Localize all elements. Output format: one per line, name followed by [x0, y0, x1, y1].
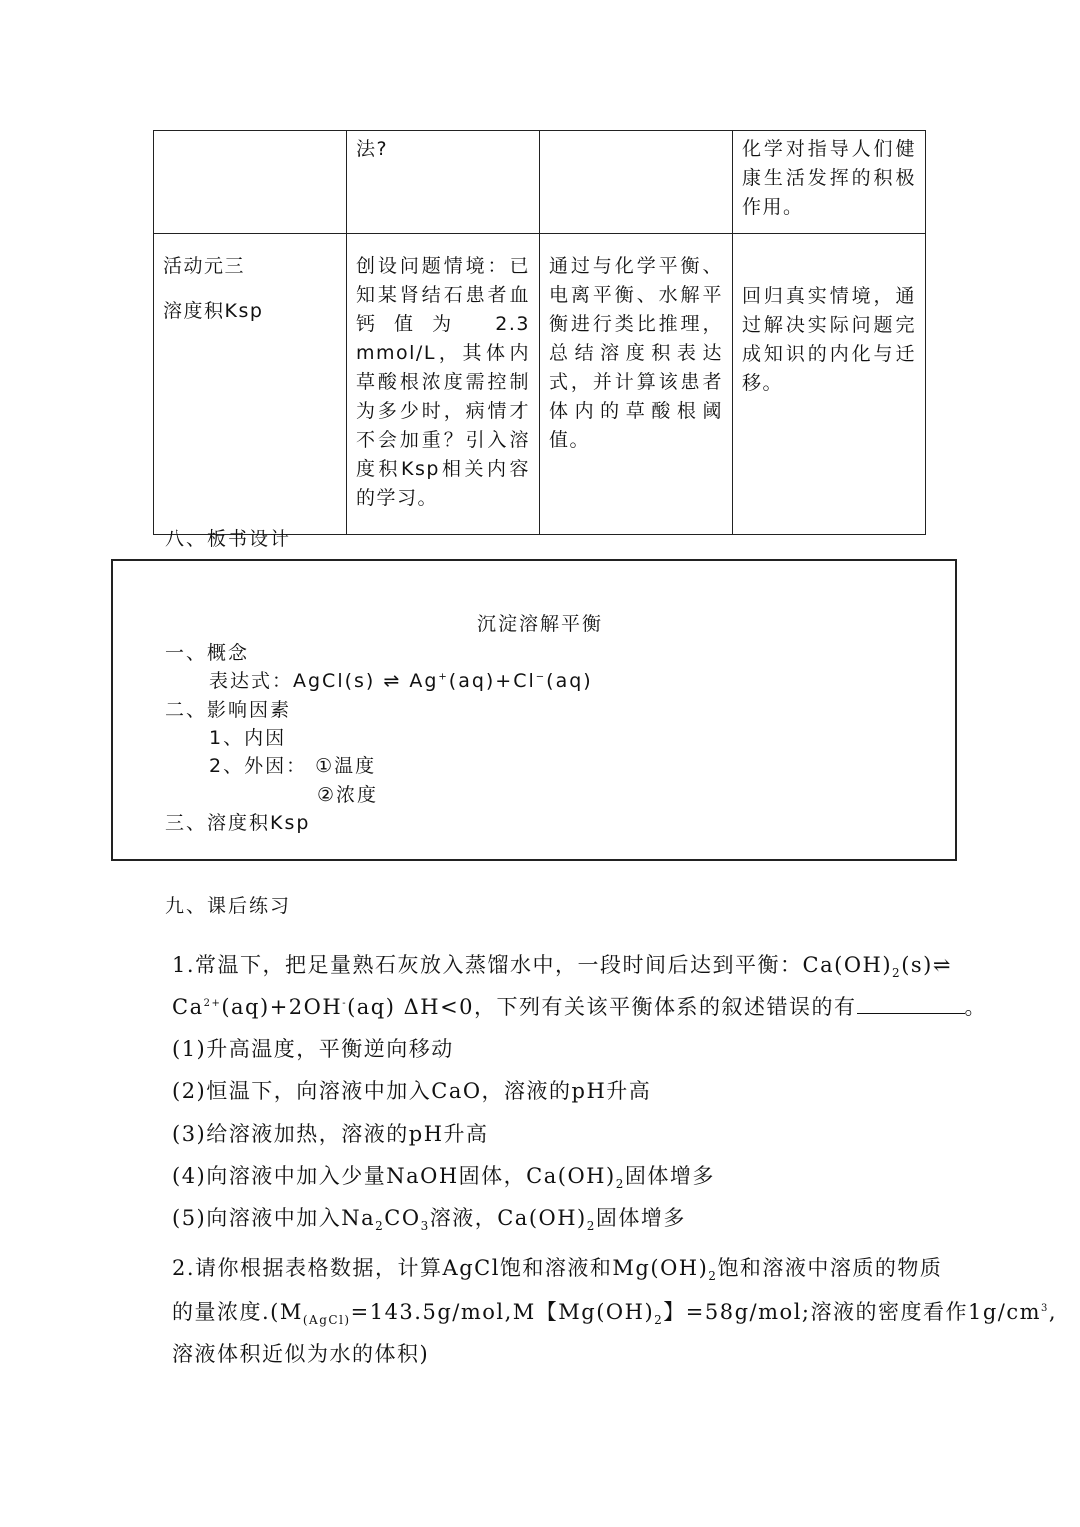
text: 固体增多 — [595, 1206, 686, 1230]
exercise-2-line-3: 溶液体积近似为水的体积) — [172, 1342, 430, 1366]
text: 。 — [964, 995, 988, 1019]
sub: 2 — [375, 1219, 385, 1234]
board-item-external: 2、外因： ①温度 — [209, 755, 377, 777]
activity-label: 活动元三 — [163, 255, 246, 277]
board-title: 沉淀溶解平衡 — [477, 613, 604, 635]
section-heading-board-design: 八、板书设计 — [165, 528, 292, 550]
sub: 2 — [615, 1177, 625, 1192]
exercise-1-option-5 — [172, 1202, 686, 1232]
lesson-plan-table — [153, 130, 926, 535]
expr-text: 表达式：AgCl(s) ⇌ Ag — [209, 670, 439, 692]
sub: 3 — [420, 1219, 430, 1234]
text: 的量浓度.(M — [172, 1300, 303, 1324]
table-cell: 化学对指导人们健康生活发挥的积极作用。 — [733, 131, 926, 234]
text: (aq)+2OH — [221, 995, 343, 1019]
expr-sup: − — [535, 671, 547, 683]
text: =143.5g/mol,M【Mg(OH) — [350, 1300, 655, 1324]
table-cell — [540, 131, 733, 234]
text: (5)向溶液中加入Na — [172, 1206, 376, 1230]
sub: 2 — [586, 1219, 596, 1234]
text: 】=58g/mol;溶液的密度看作1g/cm — [663, 1300, 1042, 1324]
design-intent-text: 回归真实情境，通过解决实际问题完成知识的内化与迁移。 — [742, 285, 916, 394]
sub: 2 — [708, 1269, 718, 1284]
sub: 2 — [654, 1313, 664, 1328]
board-expression — [209, 666, 593, 693]
teacher-activity-cell: 创设问题情境：已知某肾结石患者血钙值为 2.3 mmol/L，其体内草酸根浓度需控制为多少时，病情才不会加重？引入溶度积Ksp相关内容的学习。 — [347, 234, 540, 535]
exercise-1-option-4 — [172, 1160, 715, 1190]
board-item-internal: 1、内因 — [209, 727, 287, 749]
exercise-1-option-1: (1)升高温度，平衡逆向移动 — [172, 1037, 454, 1061]
sub: (AgCl) — [302, 1313, 351, 1328]
activity-topic: 溶度积Ksp — [163, 300, 264, 322]
text: Ca — [172, 995, 204, 1019]
sup: 3 — [1041, 1303, 1049, 1314]
exercise-1-line-2 — [172, 991, 987, 1021]
text: 1.常温下，把足量熟石灰放入蒸馏水中，一段时间后达到平衡：Ca(OH) — [172, 953, 893, 977]
table-row — [154, 131, 926, 234]
board-item-concentration: ②浓度 — [317, 784, 379, 806]
table-row — [154, 234, 926, 535]
activity-name-cell — [154, 234, 347, 535]
exercise-1-option-2: (2)恒温下，向溶液中加入CaO，溶液的pH升高 — [172, 1079, 652, 1103]
exercise-1-line-1 — [172, 949, 952, 979]
expr-text: (aq)+Cl — [448, 670, 536, 692]
board-design-box — [111, 559, 957, 861]
sup: - — [342, 998, 348, 1009]
text: 固体增多 — [624, 1164, 715, 1188]
design-intent-cell — [733, 234, 926, 535]
table-cell — [154, 131, 347, 234]
text: (4)向溶液中加入少量NaOH固体，Ca(OH) — [172, 1164, 616, 1188]
text: , — [1048, 1300, 1058, 1324]
text: 饱和溶液中溶质的物质 — [717, 1256, 943, 1280]
text: 2.请你根据表格数据，计算AgCl饱和溶液和Mg(OH) — [172, 1256, 709, 1280]
exercise-2-line-1 — [172, 1252, 942, 1282]
text: CO — [384, 1206, 421, 1230]
expr-text: (aq) — [546, 670, 593, 692]
text: (aq) ΔH<0，下列有关该平衡体系的叙述错误的有 — [347, 995, 857, 1019]
exercise-1-option-3: (3)给溶液加热，溶液的pH升高 — [172, 1122, 489, 1146]
expr-sup: + — [438, 671, 449, 683]
exercise-2-line-2 — [172, 1296, 1057, 1326]
text: (s)⇌ — [901, 953, 952, 977]
board-item-factors: 二、影响因素 — [165, 699, 292, 721]
text: 溶液，Ca(OH) — [429, 1206, 587, 1230]
student-activity-cell: 通过与化学平衡、电离平衡、水解平衡进行类比推理，总结溶度积表达式，并计算该患者体内的草酸根阈值。 — [540, 234, 733, 535]
sup: 2+ — [203, 998, 222, 1009]
answer-blank[interactable] — [857, 995, 965, 1014]
sub: 2 — [892, 966, 902, 981]
board-item-concept: 一、概念 — [165, 642, 250, 664]
board-item-ksp: 三、溶度积Ksp — [165, 812, 311, 834]
table-cell: 法? — [347, 131, 540, 234]
section-heading-exercises: 九、课后练习 — [165, 895, 292, 917]
